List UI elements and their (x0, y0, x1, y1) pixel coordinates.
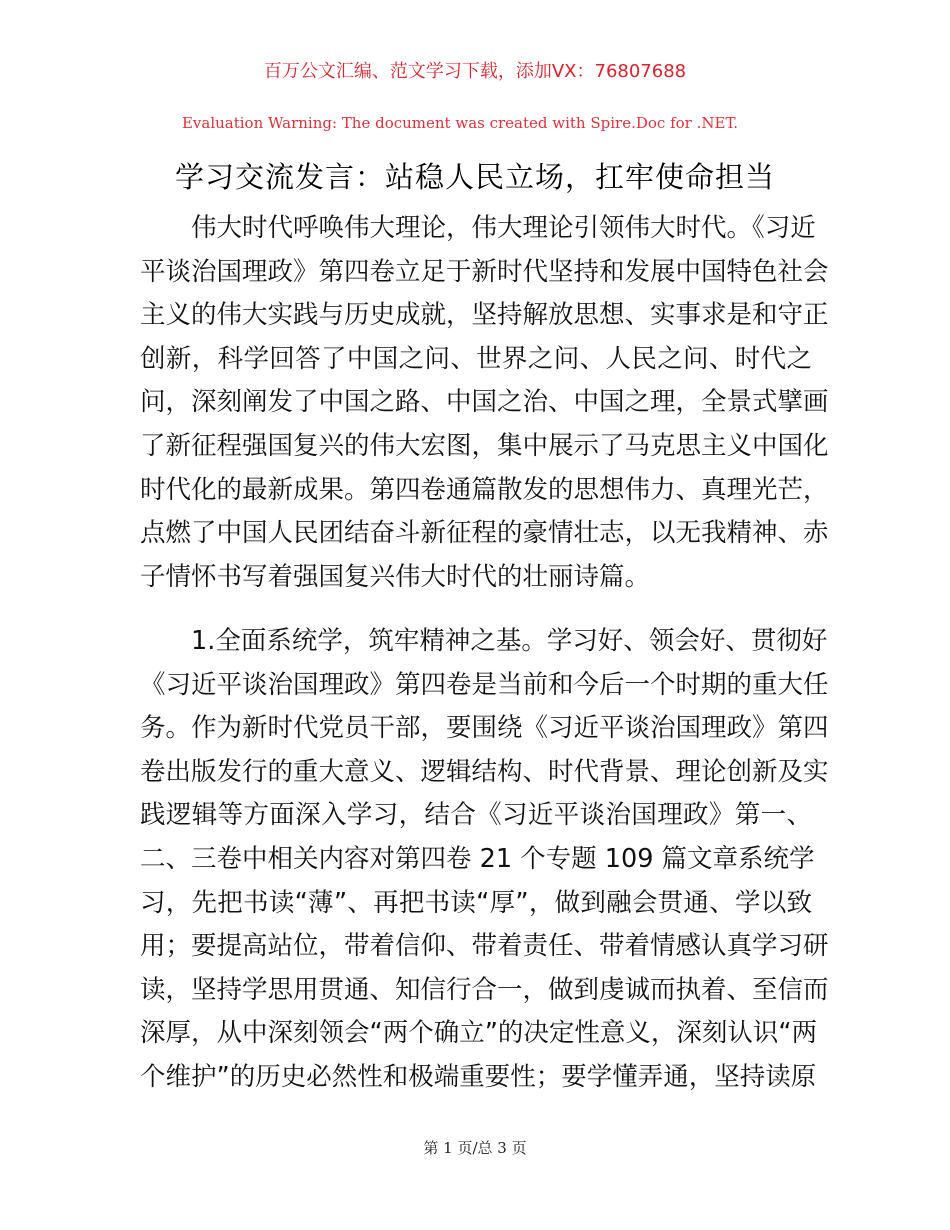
evaluation-warning: Evaluation Warning: The document was created with Spire.Doc for .NET. (181, 114, 739, 132)
text-line: 时代化的最新成果。第四卷通篇散发的思想伟力、真理光芒， (140, 474, 829, 505)
text-line: 用；要提高站位，带着信仰、带着责任、带着情感认真学习研 (140, 931, 829, 962)
text-line: 务。作为新时代党员干部，要围绕《习近平谈治国理政》第四 (140, 713, 829, 744)
document-title: 学习交流发言：站稳人民立场，扛牢使命担当 (174, 160, 775, 194)
text-line: 主义的伟大实践与历史成就，坚持解放思想、实事求是和守正 (140, 300, 829, 331)
text-line: 平谈治国理政》第四卷立足于新时代坚持和发展中国特色社会 (140, 256, 829, 287)
text-line: 践逻辑等方面深入学习，结合《习近平谈治国理政》第一、 (140, 800, 812, 831)
text-line: 伟大时代呼唤伟大理论，伟大理论引领伟大时代。《习近 (140, 213, 816, 243)
text-line: 习，先把书读“薄”、再把书读“厚”，做到融会贯通、学以致 (140, 887, 812, 918)
header-banner: 百万公文汇编、范文学习下载，添加VX：76807688 (263, 61, 687, 82)
text-line: 卷出版发行的重大意义、逻辑结构、时代背景、理论创新及实 (140, 756, 829, 787)
text-line: 子情怀书写着强国复兴伟大时代的壮丽诗篇。 (140, 561, 651, 592)
text-line: 创新，科学回答了中国之问、世界之问、人民之问、时代之 (140, 343, 812, 374)
text-line: 1.全面系统学，筑牢精神之基。学习好、领会好、贯彻好 (140, 626, 828, 656)
page-footer: 第 1 页/总 3 页 (423, 1139, 527, 1157)
text-line: 读，坚持学思用贯通、知信行合一，做到虔诚而执着、至信而 (140, 974, 829, 1005)
paragraph-intro (140, 207, 829, 599)
text-line: 深厚，从中深刻领会“两个确立”的决定性意义，深刻认识“两 (140, 1018, 818, 1049)
text-line: 《习近平谈治国理政》第四卷是当前和今后一个时期的重大任 (140, 669, 829, 700)
text-line: 点燃了中国人民团结奋斗新征程的豪情壮志，以无我精神、赤 (140, 518, 829, 549)
text-line: 问，深刻阐发了中国之路、中国之治、中国之理，全景式擘画 (140, 387, 829, 418)
paragraph-section-1 (140, 620, 829, 1100)
text-line: 二、三卷中相关内容对第四卷 21 个专题 109 篇文章系统学 (140, 843, 815, 874)
text-line: 个维护”的历史必然性和极端重要性；要学懂弄通，坚持读原 (140, 1061, 817, 1092)
text-line: 了新征程强国复兴的伟大宏图，集中展示了马克思主义中国化 (140, 430, 829, 461)
